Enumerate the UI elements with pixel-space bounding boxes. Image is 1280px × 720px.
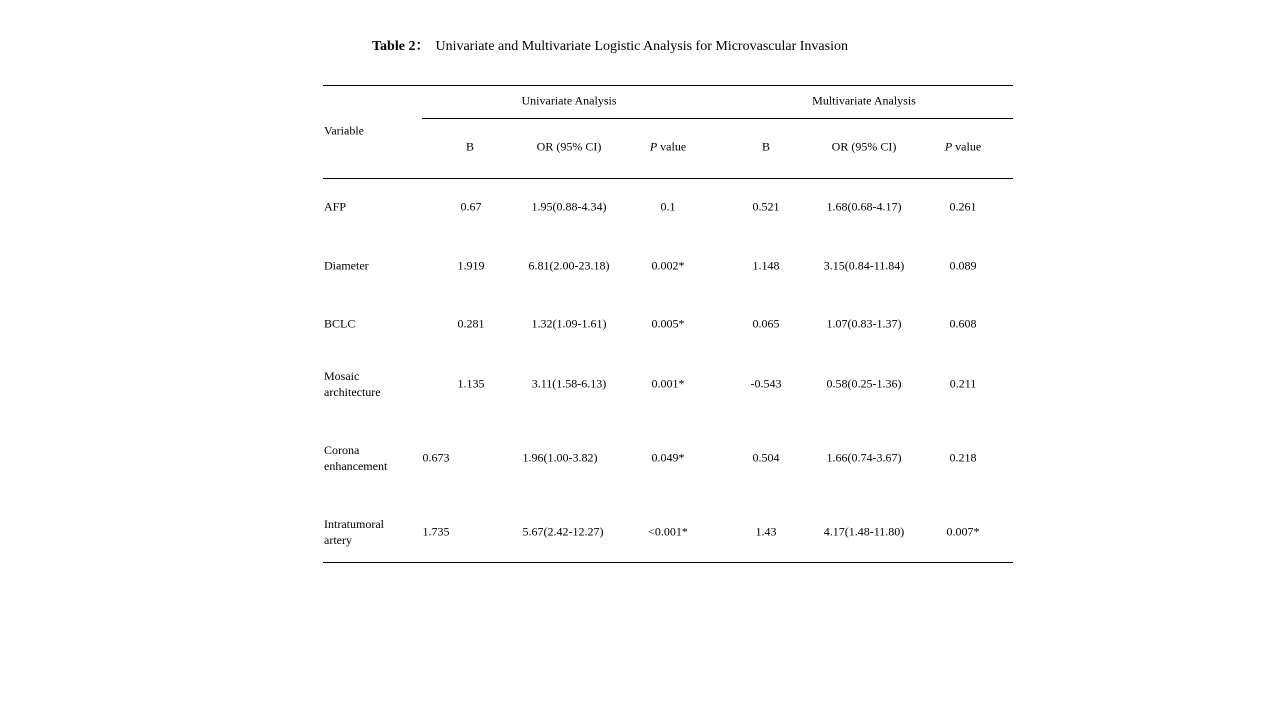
- table-cell-multi-p: 0.608: [949, 316, 977, 331]
- table-cell-uni-p: 0.005*: [651, 316, 685, 331]
- table-cell-multi-b: -0.543: [750, 376, 782, 391]
- table-cell-multi-p: 0.211: [949, 376, 977, 391]
- table-cell-uni-p: 0.002*: [651, 258, 685, 273]
- group-rule: [422, 118, 1013, 119]
- header-multivariate-p: [945, 140, 981, 155]
- table-cell-uni-b: 1.735: [422, 524, 450, 539]
- table-cell-multi-b: 1.148: [752, 258, 780, 273]
- table-cell-uni-or: 1.95(0.88-4.34): [531, 199, 607, 214]
- p-italic: P: [944, 139, 953, 154]
- table-top-rule: [323, 85, 1013, 86]
- table-caption-text: Univariate and Multivariate Logistic Analysis for Microvascular Invasion: [435, 39, 848, 54]
- header-multivariate-b: B: [761, 139, 771, 154]
- table-bottom-rule: [323, 562, 1013, 563]
- table-cell-multi-or: 3.15(0.84-11.84): [823, 258, 905, 273]
- table-cell-uni-p: 0.049*: [651, 450, 685, 465]
- table-cell-uni-b: 1.919: [457, 258, 485, 273]
- p-italic: P: [649, 139, 658, 154]
- header-multivariate: Multivariate Analysis: [812, 93, 916, 108]
- header-multivariate-or: OR (95% CI): [831, 139, 897, 154]
- table-cell-uni-p: 0.001*: [651, 376, 685, 391]
- table-cell-variable: Mosaic architecture: [324, 369, 381, 399]
- header-univariate-or: OR (95% CI): [536, 139, 602, 154]
- table-cell-multi-b: 1.43: [755, 524, 777, 539]
- header-variable: Variable: [324, 123, 364, 138]
- header-univariate: Univariate Analysis: [521, 93, 617, 108]
- table-cell-multi-b: 0.521: [752, 199, 780, 214]
- p-rest: value: [657, 139, 687, 154]
- table-cell-multi-or: 0.58(0.25-1.36): [826, 376, 902, 391]
- table-cell-variable: AFP: [324, 199, 347, 214]
- table-cell-uni-b: 0.281: [457, 316, 485, 331]
- table-cell-uni-or: 5.67(2.42-12.27): [522, 524, 604, 539]
- table-cell-multi-b: 0.504: [752, 450, 780, 465]
- table-cell-variable: Intratumoral artery: [324, 517, 384, 547]
- table-cell-uni-p: <0.001*: [648, 524, 688, 539]
- table-cell-multi-p: 0.089: [949, 258, 977, 273]
- table-cell-variable: Diameter: [324, 258, 369, 273]
- table-cell-multi-or: 4.17(1.48-11.80): [823, 524, 905, 539]
- table-cell-multi-p: 0.261: [949, 199, 977, 214]
- table-cell-multi-b: 0.065: [752, 316, 780, 331]
- table-cell-uni-p: 0.1: [660, 199, 676, 214]
- table-caption-label: Table 2：: [372, 39, 430, 54]
- table-cell-multi-or: 1.68(0.68-4.17): [826, 199, 902, 214]
- header-univariate-p: [650, 140, 686, 155]
- table-cell-uni-or: 1.32(1.09-1.61): [531, 316, 607, 331]
- table-cell-uni-b: 0.673: [422, 450, 450, 465]
- table-cell-uni-b: 0.67: [460, 199, 482, 214]
- table-cell-uni-or: 1.96(1.00-3.82): [522, 450, 598, 465]
- table-cell-multi-or: 1.07(0.83-1.37): [826, 316, 902, 331]
- p-rest: value: [952, 139, 982, 154]
- table-cell-variable: BCLC: [324, 316, 356, 331]
- table-cell-multi-p: 0.007*: [946, 524, 980, 539]
- table-cell-uni-or: 3.11(1.58-6.13): [531, 376, 607, 391]
- table-cell-uni-or: 6.81(2.00-23.18): [528, 258, 610, 273]
- table-caption: [372, 35, 848, 55]
- table-cell-variable: Corona enhancement: [324, 443, 388, 473]
- table-cell-multi-or: 1.66(0.74-3.67): [826, 450, 902, 465]
- table-cell-multi-p: 0.218: [949, 450, 977, 465]
- header-bottom-rule: [323, 178, 1013, 179]
- header-univariate-b: B: [465, 139, 475, 154]
- table-cell-uni-b: 1.135: [457, 376, 485, 391]
